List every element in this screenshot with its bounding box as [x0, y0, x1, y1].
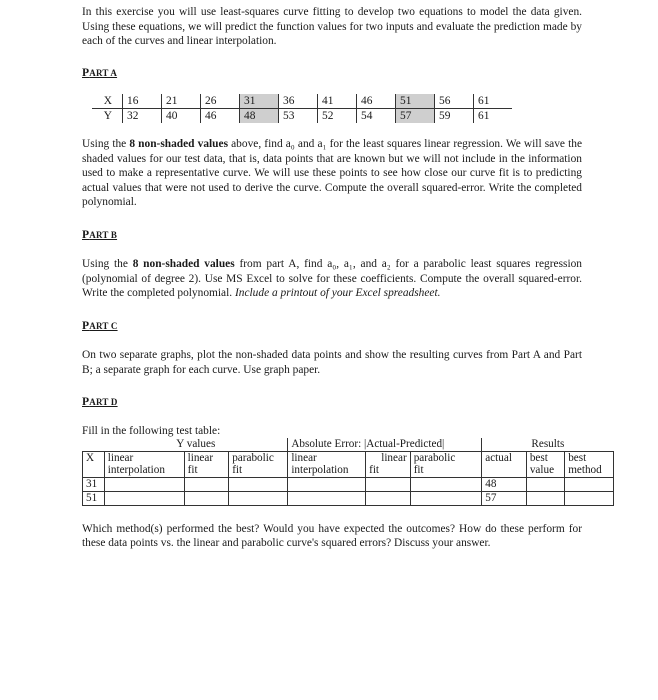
error-linear-interpolation-header: linear interpolation: [288, 451, 366, 477]
table-row: [83, 491, 614, 505]
part-c-paragraph: On two separate graphs, plot the non-shaded data points and show the resulting curves from Part A and Part B; a separate graph for each curve. Use graph paper.: [82, 349, 582, 376]
x-cell: 26: [201, 94, 240, 109]
linear-interpolation-cell[interactable]: [104, 491, 184, 505]
y-cell: 61: [474, 109, 513, 124]
x-label: X: [92, 94, 123, 109]
x-header: X: [83, 451, 105, 477]
best-value-header: best value: [526, 451, 564, 477]
emphasis-bold: 8 non-shaded values: [129, 138, 229, 150]
x-cell-shaded: 31: [240, 94, 279, 109]
linear-fit-cell[interactable]: [184, 491, 229, 505]
error-linear-interpolation-cell[interactable]: [288, 477, 366, 491]
best-value-cell[interactable]: [526, 477, 564, 491]
error-parabolic-fit-header: parabolic fit: [410, 451, 482, 477]
emphasis-bold: 8 non-shaded values: [132, 258, 235, 270]
y-row: [92, 109, 512, 124]
y-cell-shaded: 57: [396, 109, 435, 124]
error-parabolic-fit-cell[interactable]: [410, 477, 482, 491]
y-cell: 59: [435, 109, 474, 124]
linear-fit-header: linear fit: [184, 451, 229, 477]
part-b-heading: PART B: [82, 227, 118, 241]
part-a-paragraph: Using the 8 non-shaded values above, find a₀ and a₁ for the least squares linear regression. We will save the shaded values for our test data, that is, data points that are known but we will not include in the information used to make a representative curve. We will use these points to see how close our curve fit is to predicting actual values that were not used to derive the curve. Compute the overall squared-error. Write the completed polynomial.: [82, 138, 582, 208]
actual-header: actual: [482, 451, 527, 477]
actual-value: 48: [482, 477, 527, 491]
linear-fit-cell[interactable]: [184, 477, 229, 491]
part-d-paragraph: Fill in the following test table:: [82, 424, 221, 437]
best-method-cell[interactable]: [565, 491, 614, 505]
x-cell: 16: [123, 94, 162, 109]
parabolic-fit-cell[interactable]: [229, 491, 288, 505]
error-linear-fit-header: linear fit: [366, 451, 411, 477]
part-c-heading: PART C: [82, 318, 118, 332]
x-cell: 56: [435, 94, 474, 109]
part-a-heading: PART A: [82, 65, 118, 79]
test-table-header-row-2: [83, 451, 614, 477]
document-page: [82, 5, 602, 551]
y-cell: 53: [279, 109, 318, 124]
actual-value: 57: [482, 491, 527, 505]
y-cell: 40: [162, 109, 201, 124]
test-table: [82, 438, 614, 506]
y-label: Y: [103, 110, 112, 122]
x-cell: 41: [318, 94, 357, 109]
linear-interpolation-cell[interactable]: [104, 477, 184, 491]
xy-data-table-wrapper: [92, 94, 582, 123]
y-cell: 52: [318, 109, 357, 124]
intro-paragraph: In this exercise you will use least-squares curve fitting to develop two equations to model the data given. Using these equations, we will predict the function values for two inputs and evaluate the prediction made by each of the curves and linear interpolation.: [82, 6, 582, 47]
test-table-header-row-1: [83, 438, 614, 451]
part-d-heading: PART D: [82, 395, 118, 408]
x-cell: 36: [279, 94, 318, 109]
table-row: [83, 477, 614, 491]
x-row: [92, 94, 512, 109]
x-value: 31: [83, 477, 105, 491]
error-linear-fit-cell[interactable]: [366, 491, 411, 505]
best-method-cell[interactable]: [565, 477, 614, 491]
xy-data-table: [92, 94, 512, 123]
x-cell-shaded: 51: [396, 94, 435, 109]
part-b-paragraph: Using the 8 non-shaded values from part A, find a₀, a₁, and a₂ for a parabolic least squares regression (polynomial of degree 2). Use MS Excel to solve for these coefficients. Compute the overall squared-error. Write the completed polynomial. Include a printout of your Excel spreadsheet.: [82, 258, 582, 299]
error-linear-fit-cell[interactable]: [366, 477, 411, 491]
linear-interpolation-header: linear interpolation: [104, 451, 184, 477]
results-header: Results: [482, 438, 614, 451]
error-parabolic-fit-cell[interactable]: [410, 491, 482, 505]
parabolic-fit-cell[interactable]: [229, 477, 288, 491]
y-cell: 32: [123, 109, 162, 124]
x-value: 51: [83, 491, 105, 505]
x-cell: 46: [357, 94, 396, 109]
y-values-header: Y values: [176, 438, 216, 450]
best-method-header: best method: [565, 451, 614, 477]
y-cell: 54: [357, 109, 396, 124]
best-value-cell[interactable]: [526, 491, 564, 505]
error-linear-interpolation-cell[interactable]: [288, 491, 366, 505]
x-cell: 61: [474, 94, 513, 109]
abs-error-header: Absolute Error: |Actual-Predicted|: [288, 438, 482, 451]
y-cell-shaded: 48: [240, 109, 279, 124]
parabolic-fit-header: parabolic fit: [229, 451, 288, 477]
y-cell: 46: [201, 109, 240, 124]
x-cell: 21: [162, 94, 201, 109]
emphasis-italic: Include a printout of your Excel spreadsheet.: [234, 287, 441, 299]
closing-paragraph: Which method(s) performed the best? Would you have expected the outcomes? How do these perform for these data points vs. the linear and parabolic curve's squared errors? Discuss your answer.: [82, 522, 582, 549]
